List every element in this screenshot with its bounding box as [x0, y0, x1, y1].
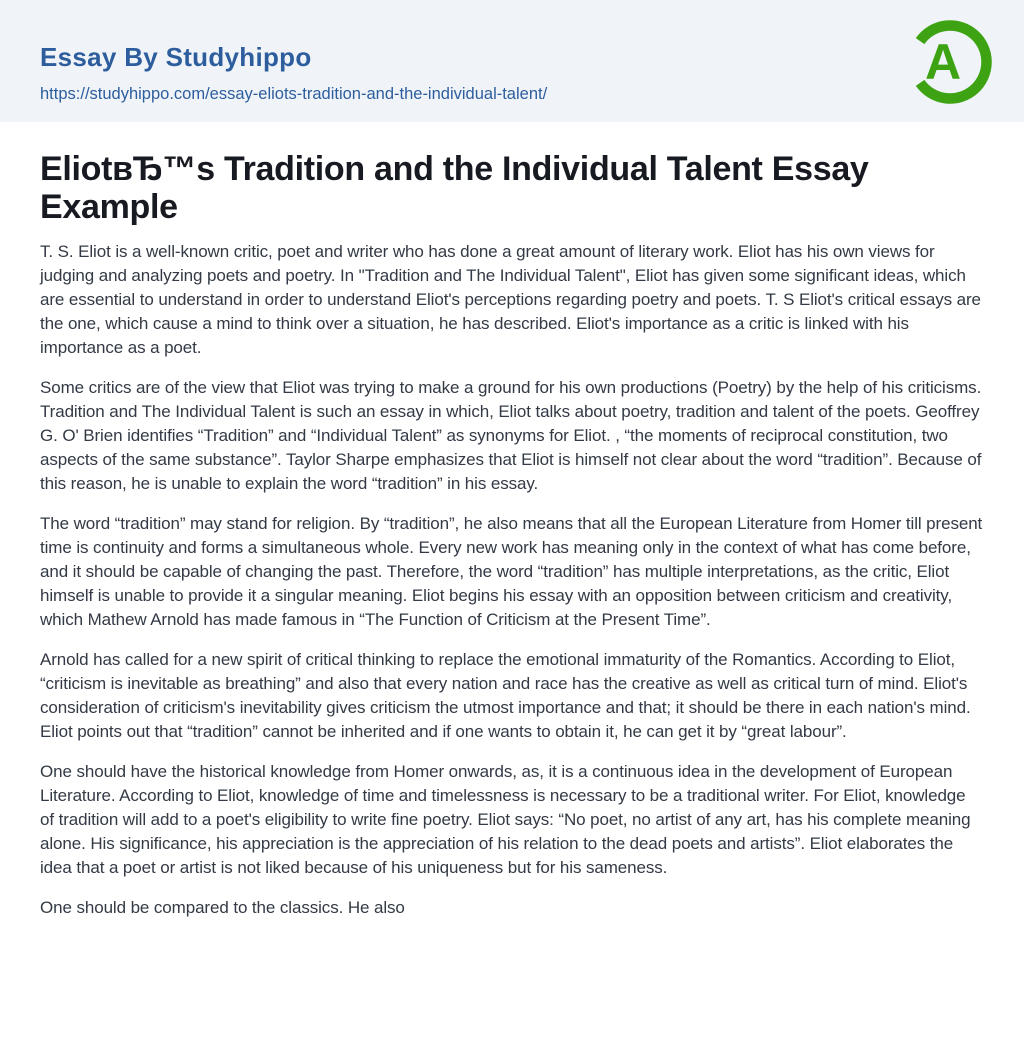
paragraph-3: The word “tradition” may stand for religion. By “tradition”, he also means that all the European Literature from Homer till present time is continuity and forms a simultaneous whole. Every new work has meaning only in the context of what has come before, and it should be capable of changing the past. Therefore, the word “tradition” has multiple interpretations, as the critic, Eliot himself is unable to provide it a singular meaning. Eliot begins his essay with an opposition between criticism and creativity, which Mathew Arnold has made famous in “The Function of Criticism at the Present Time”.	[40, 514, 983, 629]
paragraph-1: T. S. Eliot is a well-known critic, poet and writer who has done a great amount of literary work. Eliot has his own views for judging and analyzing poets and poetry. In "Tradition and The Individual Talent", Eliot has given some significant ideas, which are essential to understand in order to understand Eliot's perceptions regarding poetry and poets. T. S Eliot's critical essays are the one, which cause a mind to think over a situation, he has described. Eliot's importance as a critic is linked with his importance as a poet.	[40, 242, 981, 357]
source-url-link[interactable]: https://studyhippo.com/essay-eliots-tradition-and-the-individual-talent/	[40, 85, 548, 103]
paragraph-4: Arnold has called for a new spirit of critical thinking to replace the emotional immaturity of the Romantics. According to Eliot, “criticism is inevitable as breathing” and also that every nation and race has the creative as well as critical turn of mind. Eliot's consideration of criticism's inevitability gives criticism the utmost importance and that; it should be there in each nation's mind. Eliot points out that “tradition” cannot be inherited and if one wants to obtain it, he can get it by “great labour”.	[40, 650, 971, 741]
site-title: Essay By Studyhippo	[40, 42, 312, 72]
studyhippo-logo-icon	[906, 18, 994, 106]
page-header	[0, 0, 1024, 122]
paragraph-6: One should be compared to the classics. He also	[40, 898, 405, 917]
article-title: EliotвЂ™s Tradition and the Individual Talent Essay Example	[40, 150, 869, 226]
article	[0, 150, 1024, 920]
paragraph-5: One should have the historical knowledge from Homer onwards, as, it is a continuous idea in the development of European Literature. According to Eliot, knowledge of time and timelessness is necessary to be a traditional writer. For Eliot, knowledge of tradition will add to a poet's eligibility to write fine poetry. Eliot says: “No poet, no artist of any art, has his complete meaning alone. His significance, his appreciation is the appreciation of his relation to the dead poets and artists”. Eliot elaborates the idea that a poet or artist is not liked because of his uniqueness but for his sameness.	[40, 762, 971, 877]
logo-letter: A	[924, 34, 962, 90]
paragraph-2: Some critics are of the view that Eliot was trying to make a ground for his own productions (Poetry) by the help of his criticisms. Tradition and The Individual Talent is such an essay in which, Eliot talks about poetry, tradition and talent of the poets. Geoffrey G. O' Brien identifies “Tradition” and “Individual Talent” as synonyms for Eliot. , “the moments of reciprocal constitution, two aspects of the same substance”. Taylor Sharpe emphasizes that Eliot is himself not clear about the word “tradition”. Because of this reason, he is unable to explain the word “tradition” in his essay.	[40, 378, 982, 493]
